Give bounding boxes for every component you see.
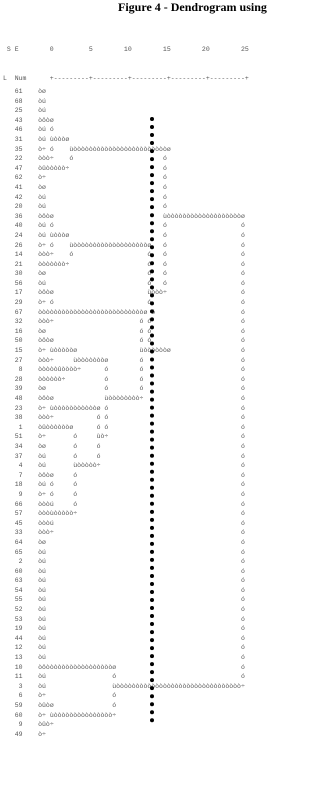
case-number: 62 (3, 174, 23, 182)
case-number: 57 (3, 510, 23, 518)
case-number: 51 (3, 433, 23, 441)
tree-branch: òûò÷ (38, 721, 54, 729)
dendrogram-row (3, 356, 245, 366)
dendrogram-row (3, 116, 245, 126)
case-number: 31 (3, 135, 23, 143)
tree-branch: òòò÷ ó ó ó (38, 318, 245, 326)
tree-branch: òø ó ó ó (38, 442, 245, 450)
tree-branch: òú ó (38, 644, 245, 652)
tree-branch: òôòòòòòòòòòòòòòòòòòø ó (38, 663, 245, 671)
dendrogram-row (3, 308, 245, 318)
case-number: 14 (3, 251, 23, 259)
dendrogram-row (3, 480, 245, 490)
tree-branch: ò÷ ó ùò÷ ó (38, 433, 245, 441)
dendrogram-row (3, 471, 245, 481)
dendrogram-row (3, 413, 245, 423)
dendrogram-row (3, 145, 245, 155)
case-number: 10 (3, 663, 23, 671)
case-number: 23 (3, 404, 23, 412)
dendrogram-row (3, 500, 245, 510)
case-number: 16 (3, 327, 23, 335)
case-number: 3 (3, 682, 23, 690)
case-number: 59 (3, 702, 23, 709)
case-number: 54 (3, 586, 23, 594)
case-number: 32 (3, 318, 23, 326)
dendrogram-rows (3, 87, 245, 739)
dendrogram-row (3, 231, 245, 241)
dendrogram-row (3, 394, 245, 404)
case-number: 25 (3, 107, 23, 115)
tree-branch: òòòòòòòòòòòòòòòòòòòòòòòòòòòø ó ó (38, 308, 245, 316)
dendrogram-row (3, 173, 245, 183)
tree-branch: òûòø ó (38, 702, 117, 709)
tree-branch: ò÷ ó (38, 692, 117, 700)
tree-branch: ò÷ ó ùòòòòòòòòòòòòòòòòòòòòòòòòø (38, 145, 171, 153)
tree-branch: òú ó (38, 586, 245, 594)
case-number: 17 (3, 289, 23, 297)
dendrogram-row (3, 336, 245, 346)
case-number: 65 (3, 548, 23, 556)
case-number: 33 (3, 529, 23, 537)
tree-branch: òú ó (38, 596, 245, 604)
tree-branch: òú (38, 107, 46, 115)
dendrogram-row (3, 653, 245, 663)
case-number: 21 (3, 260, 23, 268)
dendrogram-row (3, 154, 245, 164)
case-number: 9 (3, 721, 23, 729)
case-number: 18 (3, 481, 23, 489)
dendrogram-row (3, 720, 245, 730)
dendrogram-row (3, 509, 245, 519)
case-number: 11 (3, 673, 23, 681)
tree-branch: òú ó (38, 615, 245, 623)
dendrogram-row (3, 528, 245, 538)
dendrogram-row (3, 365, 245, 375)
dendrogram-row (3, 250, 245, 260)
case-number: 41 (3, 183, 23, 191)
figure-title: Figure 4 - Dendrogram using (118, 0, 267, 14)
case-number: 13 (3, 654, 23, 662)
case-number: 46 (3, 126, 23, 134)
dendrogram-row (3, 730, 245, 740)
dendrogram-header (3, 26, 249, 93)
dendrogram-row (3, 423, 245, 433)
dendrogram-row (3, 538, 245, 548)
dendrogram-row (3, 682, 245, 692)
tree-branch: òôòø ùòòò÷ ó (38, 289, 245, 297)
case-number: 60 (3, 567, 23, 575)
dendrogram-row (3, 663, 245, 673)
tree-branch: òòò÷ ó (38, 529, 245, 537)
tree-branch: òú ó (38, 558, 245, 566)
tree-branch: òú ùòòòø ó ó (38, 231, 245, 239)
tree-branch: ò÷ ùòòòòòø ùòòòòòòø ó (38, 347, 245, 355)
case-number: 22 (3, 155, 23, 163)
tree-branch: òú ó (38, 577, 245, 585)
case-number: 50 (3, 337, 23, 345)
dendrogram-row (3, 241, 245, 251)
dendrogram-row (3, 202, 245, 212)
case-number: 20 (3, 203, 23, 211)
tree-branch: òú ó ó ó (38, 279, 245, 287)
dendrogram-row (3, 605, 245, 615)
tree-branch: òø ó (38, 538, 245, 546)
dendrogram-row (3, 164, 245, 174)
dendrogram-row (3, 586, 245, 596)
case-number: 24 (3, 231, 23, 239)
dendrogram-row (3, 595, 245, 605)
tree-branch: òú ó (38, 548, 245, 556)
tree-branch: òú ùòòòø (38, 135, 70, 143)
tree-branch: òú ùòòòòòòòòòòòòòòòòòòòòòòòòòòòòòòòò÷ (38, 682, 245, 690)
dendrogram-row (3, 643, 245, 653)
dendrogram-row (3, 183, 245, 193)
case-number: 36 (3, 212, 23, 220)
dendrogram-row (3, 87, 245, 97)
tree-branch: òôòø ó ó (38, 471, 245, 479)
case-number: 48 (3, 395, 23, 402)
case-number: 19 (3, 625, 23, 633)
case-label-line: S E 0 5 10 15 20 25 (3, 46, 249, 54)
tree-branch: òòòòòòò÷ ó ó ó (38, 260, 245, 268)
dendrogram-row (3, 567, 245, 577)
case-number: 6 (3, 692, 23, 700)
case-number: 49 (3, 730, 23, 738)
case-number: 60 (3, 711, 23, 719)
case-number: 67 (3, 308, 23, 316)
tree-branch: ò÷ ùòòòòòòòòòòòòòòò÷ (38, 711, 117, 719)
dendrogram-row (3, 452, 245, 462)
tree-branch: òú ó (38, 126, 54, 134)
tree-branch: òø ó ó ó (38, 327, 245, 335)
dendrogram-row (3, 375, 245, 385)
dendrogram-row (3, 288, 245, 298)
case-number: 47 (3, 164, 23, 172)
dendrogram-row (3, 461, 245, 471)
dendrogram-row (3, 404, 245, 414)
tree-branch: òôòø ó ó ó (38, 337, 245, 345)
tree-branch: òú ó ó ó (38, 481, 245, 489)
case-number: 2 (3, 558, 23, 566)
case-number: 34 (3, 442, 23, 450)
dendrogram-row (3, 193, 245, 203)
tree-branch: ò÷ (38, 730, 46, 738)
dendrogram-row (3, 97, 245, 107)
case-number: 26 (3, 241, 23, 249)
case-number: 56 (3, 279, 23, 287)
tree-branch: òòòùòòòòò÷ ó (38, 510, 245, 518)
dendrogram-row (3, 269, 245, 279)
case-number: 30 (3, 270, 23, 278)
case-number: 12 (3, 644, 23, 652)
case-number: 45 (3, 519, 23, 527)
tree-branch: òú ó (38, 606, 245, 614)
tree-branch: òòòú ó (38, 519, 245, 527)
tree-branch: òòòòòò÷ ó ó ó (38, 375, 245, 383)
dendrogram-row (3, 135, 245, 145)
case-number: 7 (3, 471, 23, 479)
dendrogram-row (3, 634, 245, 644)
tree-branch: òôòø ùòòòòòòòò÷ ó (38, 395, 245, 402)
dendrogram-row (3, 260, 245, 270)
case-number: 8 (3, 366, 23, 374)
tree-branch: òûòòòòò÷ ó (38, 164, 167, 172)
case-number: 63 (3, 577, 23, 585)
tree-branch: ò÷ ó ó ó (38, 490, 245, 498)
tree-branch: òú ó ó ó (38, 222, 245, 230)
dendrogram-row (3, 384, 245, 394)
dendrogram-row (3, 624, 245, 634)
tree-branch: òòòòòûòòòò÷ ó ó ó (38, 366, 245, 374)
dendrogram-row (3, 691, 245, 701)
case-number: 68 (3, 97, 23, 105)
case-number: 40 (3, 222, 23, 230)
cut-line (150, 117, 154, 723)
tree-branch: òôòø ùòòòòòòòòòòòòòòòòòòòø (38, 212, 245, 220)
case-number: 35 (3, 145, 23, 153)
dendrogram-row (3, 432, 245, 442)
tree-branch: òú ó ó ó (38, 452, 245, 460)
tree-branch: òòò÷ ùòòòòòòòø ó ó (38, 356, 245, 364)
case-number: 1 (3, 423, 23, 431)
dendrogram-row (3, 125, 245, 135)
tree-branch: òú ó (38, 203, 167, 211)
tree-branch: òú ó (38, 654, 245, 662)
dendrogram-row (3, 711, 245, 721)
tree-branch: òø ó (38, 183, 167, 191)
dendrogram-row (3, 279, 245, 289)
tree-branch: ò÷ ùòòòòòòòòòòòø ó ó (38, 404, 245, 412)
dendrogram-row (3, 548, 245, 558)
dendrogram-row (3, 317, 245, 327)
tree-branch: òø (38, 88, 46, 95)
case-number: 43 (3, 116, 23, 124)
dendrogram-row (3, 672, 245, 682)
dendrogram-row (3, 327, 245, 337)
tree-branch: òú ó (38, 625, 245, 633)
tree-branch: òûòòòòòòø ó ó ó (38, 423, 245, 431)
case-number: 9 (3, 490, 23, 498)
tree-branch: òú ó (38, 567, 245, 575)
tree-branch: òòòú ó ó (38, 500, 245, 508)
case-number: 27 (3, 356, 23, 364)
tree-branch: ò÷ ó ùòòòòòòòòòòòòòòòòòòòø ó ó (38, 241, 245, 249)
tree-branch: òôòø (38, 116, 54, 124)
dendrogram-row (3, 615, 245, 625)
dendrogram-row (3, 519, 245, 529)
tree-branch: ò÷ ó (38, 174, 167, 182)
dendrogram-row (3, 212, 245, 222)
case-number: 4 (3, 462, 23, 470)
dendrogram-row (3, 557, 245, 567)
dendrogram-row (3, 490, 245, 500)
dendrogram-row (3, 576, 245, 586)
dendrogram-row (3, 701, 245, 711)
tree-branch: òú ó ó (38, 673, 245, 681)
case-number: 61 (3, 88, 23, 95)
tree-branch: òø ó ó ó (38, 270, 245, 278)
dendrogram-row (3, 442, 245, 452)
tree-branch: òø ó ó ó (38, 385, 245, 393)
case-number: 44 (3, 634, 23, 642)
dendrogram-row (3, 298, 245, 308)
dendrogram-row (3, 221, 245, 231)
tree-branch: òú ó (38, 634, 245, 642)
case-number: 64 (3, 538, 23, 546)
case-number: 38 (3, 414, 23, 422)
tree-branch: òòò÷ ó ó ó ó (38, 251, 245, 259)
case-number: 29 (3, 299, 23, 307)
dendrogram-row (3, 346, 245, 356)
case-number: 28 (3, 375, 23, 383)
tree-branch: ò÷ ó ó ó (38, 299, 245, 307)
tree-branch: òú ó (38, 193, 167, 201)
case-number: 15 (3, 347, 23, 355)
dendrogram-row (3, 106, 245, 116)
case-number: 37 (3, 452, 23, 460)
tree-branch: òú ùòòòòò÷ ó (38, 462, 245, 470)
case-number: 66 (3, 500, 23, 508)
case-number: 39 (3, 385, 23, 393)
tree-branch: òòò÷ ó ó ó (38, 414, 245, 422)
tree-branch: òú (38, 97, 46, 105)
rescaled-distance-scale: L Num +---------+---------+---------+---------+---------+ (3, 74, 249, 82)
case-number: 52 (3, 606, 23, 614)
case-number: 53 (3, 615, 23, 623)
case-number: 42 (3, 193, 23, 201)
case-number: 55 (3, 596, 23, 604)
tree-branch: òòò÷ ó ó (38, 155, 167, 163)
